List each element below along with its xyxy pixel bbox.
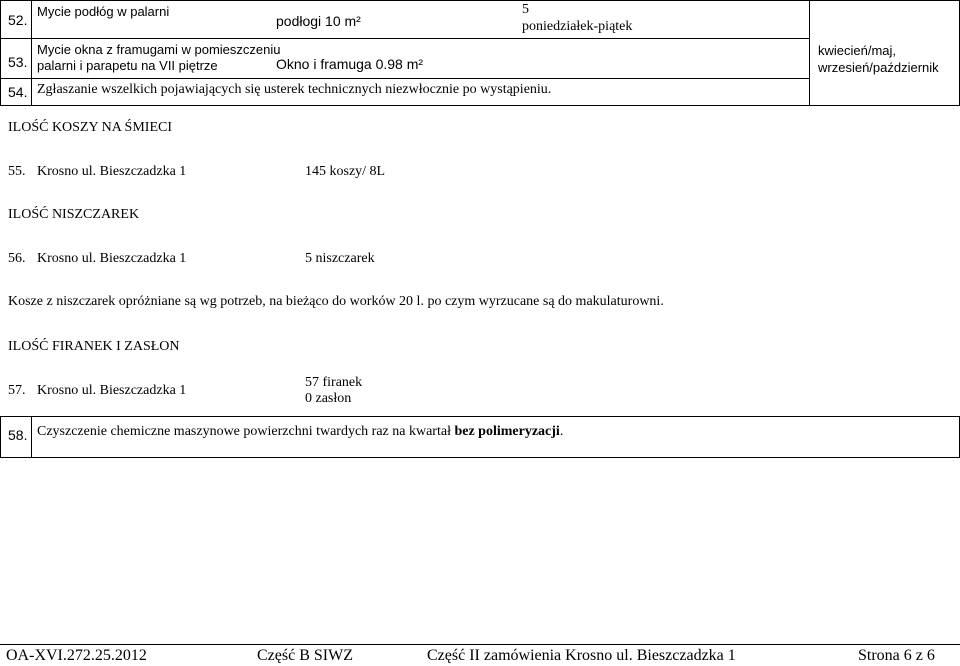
section-heading-bins: ILOŚĆ KOSZY NA ŚMIECI (8, 120, 172, 135)
footer-page-number: Strona 6 z 6 (858, 647, 935, 664)
location: Krosno ul. Bieszczadzka 1 (37, 164, 187, 179)
table-border-top (0, 416, 960, 417)
frequency: 5 (522, 2, 529, 17)
bin-count: 145 koszy/ 8L (305, 164, 386, 179)
column-divider (809, 0, 810, 106)
shredder-note: Kosze z niszczarek opróżniane są wg potrzeb, na bieżąco do worków 20 l. po czym wyrzucane są do makulaturowni. (8, 294, 664, 309)
shredder-count: 5 niszczarek (305, 251, 375, 266)
section-heading-shredders: ILOŚĆ NISZCZAREK (8, 207, 140, 222)
row-number: 54. (8, 84, 28, 100)
section-heading-curtains: ILOŚĆ FIRANEK I ZASŁON (8, 339, 180, 354)
footer-reference: OA-XVI.272.25.2012 (6, 647, 147, 664)
column-divider (31, 0, 32, 106)
row-number: 53. (8, 54, 28, 70)
period-line1: kwiecień/maj, (818, 43, 897, 58)
task-description: Mycie podłóg w palarni (37, 4, 170, 19)
row-number: 58. (8, 427, 28, 443)
table-border-bottom (0, 457, 960, 458)
row-divider (0, 38, 810, 39)
chemical-cleaning-end: . (559, 424, 564, 439)
row-number: 56. (8, 251, 26, 266)
location: Krosno ul. Bieszczadzka 1 (37, 251, 187, 266)
row-number: 57. (8, 383, 26, 398)
row-divider (0, 78, 810, 79)
chemical-cleaning-main: Czyszczenie chemiczne maszynowe powierzchni twardych raz na kwartał (37, 424, 455, 439)
table-border-left (0, 0, 1, 106)
period-line2: wrzesień/październik (818, 60, 939, 75)
column-divider (31, 416, 32, 458)
quantity: podłogi 10 m² (276, 13, 361, 29)
chemical-cleaning-text (37, 424, 563, 440)
row-number: 52. (8, 12, 28, 28)
table-border-left (0, 416, 1, 458)
task-description: Zgłaszanie wszelkich pojawiających się usterek technicznych niezwłocznie po wystąpieniu. (37, 82, 552, 97)
footer-rule (0, 644, 960, 645)
row-number: 55. (8, 164, 26, 179)
task-description-line1: Mycie okna z framugami w pomieszczeniu (37, 42, 281, 57)
task-description-line2: palarni i parapetu na VII piętrze (37, 58, 218, 73)
chemical-cleaning-bold: bez polimeryzacji (454, 424, 560, 439)
drape-count: 0 zasłon (305, 391, 352, 406)
location: Krosno ul. Bieszczadzka 1 (37, 383, 187, 398)
footer-part: Część B SIWZ (257, 647, 353, 664)
curtain-count: 57 firanek (305, 375, 363, 390)
frequency-days: poniedziałek-piątek (522, 19, 633, 34)
table-border-top (0, 0, 960, 1)
table-border-bottom (0, 105, 960, 106)
quantity: Okno i framuga 0.98 m² (276, 56, 424, 72)
footer-order-part: Część II zamówienia Krosno ul. Bieszczadzka 1 (427, 647, 736, 664)
